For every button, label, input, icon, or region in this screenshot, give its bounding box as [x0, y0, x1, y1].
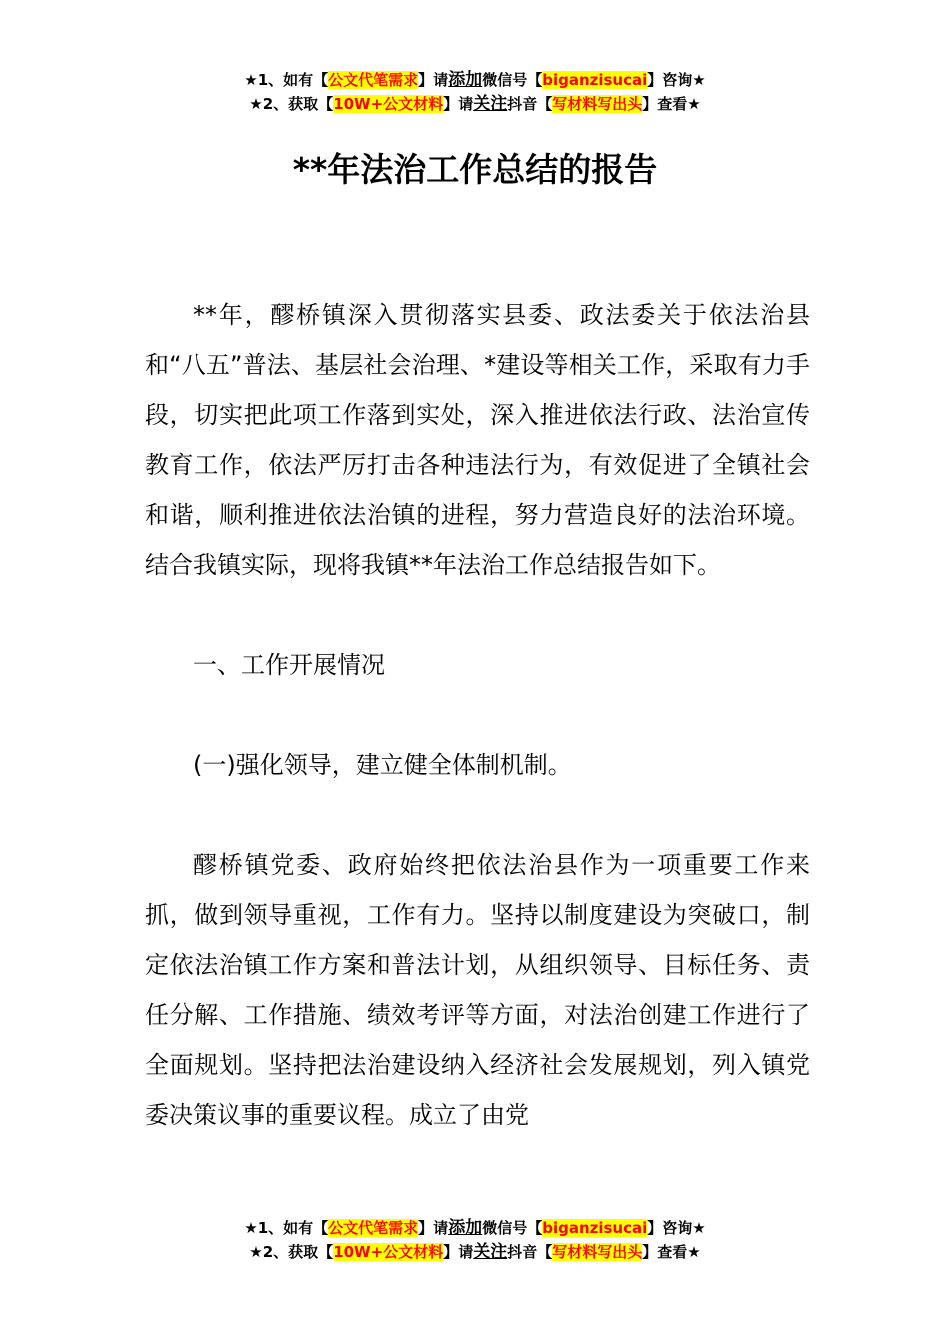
banner-text: 】查看★	[642, 1243, 701, 1261]
body-paragraph: 醪桥镇党委、政府始终把依法治县作为一项重要工作来抓，做到领导重视，工作有力。坚持以制度建设为突破口，制定依法治镇工作方案和普法计划，从组织领导、目标任务、责任分解、工作措施、绩效考评等方面，对法治创建工作进行了全面规划。坚持把法治建设纳入经济社会发展规划，列入镇党委决策议事的重要议程。成立了由党	[145, 851, 810, 1129]
banner-line-1	[0, 68, 950, 92]
banner-text: ★2、获取【	[249, 1243, 334, 1261]
wechat-id-highlight: biganzisucai	[542, 71, 648, 89]
banner-text: 抖音【	[507, 95, 553, 113]
banner-text: 】查看★	[642, 95, 701, 113]
emphasis-text: 关注	[473, 94, 508, 114]
wechat-id-highlight: biganzisucai	[542, 1219, 648, 1237]
document-body	[145, 290, 810, 1140]
section-heading: 一、工作开展情况	[193, 651, 385, 679]
intro-paragraph: **年，醪桥镇深入贯彻落实县委、政法委关于依法治县和“八五”普法、基层社会治理、*建设等相关工作，采取有力手段，切实把此项工作落到实处，深入推进依法行政、法治宣传教育工作，依法严厉打击各种违法行为，有效促进了全镇社会和谐，顺利推进依法治镇的进程，努力营造良好的法治环境。结合我镇实际，现将我镇**年法治工作总结报告如下。	[145, 301, 810, 579]
subsection-heading: (一)强化领导，建立健全体制机制。	[193, 751, 572, 779]
top-banner	[0, 68, 950, 116]
banner-text: 】咨询★	[647, 71, 706, 89]
document-title: **年法治工作总结的报告	[292, 150, 658, 189]
banner-text: 微信号【	[482, 1219, 543, 1237]
banner-text: 】请	[443, 95, 474, 113]
highlight-text: 10W+公文材料	[333, 1243, 444, 1261]
banner-text: 】请	[443, 1243, 474, 1261]
highlight-text: 公文代笔需求	[328, 1219, 419, 1237]
emphasis-text: 添加	[448, 1218, 483, 1238]
emphasis-text: 关注	[473, 1242, 508, 1262]
banner-text: 】咨询★	[647, 1219, 706, 1237]
emphasis-text: 添加	[448, 70, 483, 90]
banner-text: 抖音【	[507, 1243, 553, 1261]
highlight-text: 10W+公文材料	[333, 95, 444, 113]
bottom-banner	[0, 1216, 950, 1264]
banner-line-1	[0, 1216, 950, 1240]
banner-text: 】请	[418, 71, 449, 89]
highlight-text: 公文代笔需求	[328, 71, 419, 89]
banner-line-2	[0, 1240, 950, 1264]
douyin-highlight: 写材料写出头	[552, 95, 643, 113]
douyin-highlight: 写材料写出头	[552, 1243, 643, 1261]
banner-text: ★1、如有【	[244, 1219, 329, 1237]
banner-line-2	[0, 92, 950, 116]
banner-text: 】请	[418, 1219, 449, 1237]
banner-text: ★2、获取【	[249, 95, 334, 113]
banner-text: ★1、如有【	[244, 71, 329, 89]
banner-text: 微信号【	[482, 71, 543, 89]
